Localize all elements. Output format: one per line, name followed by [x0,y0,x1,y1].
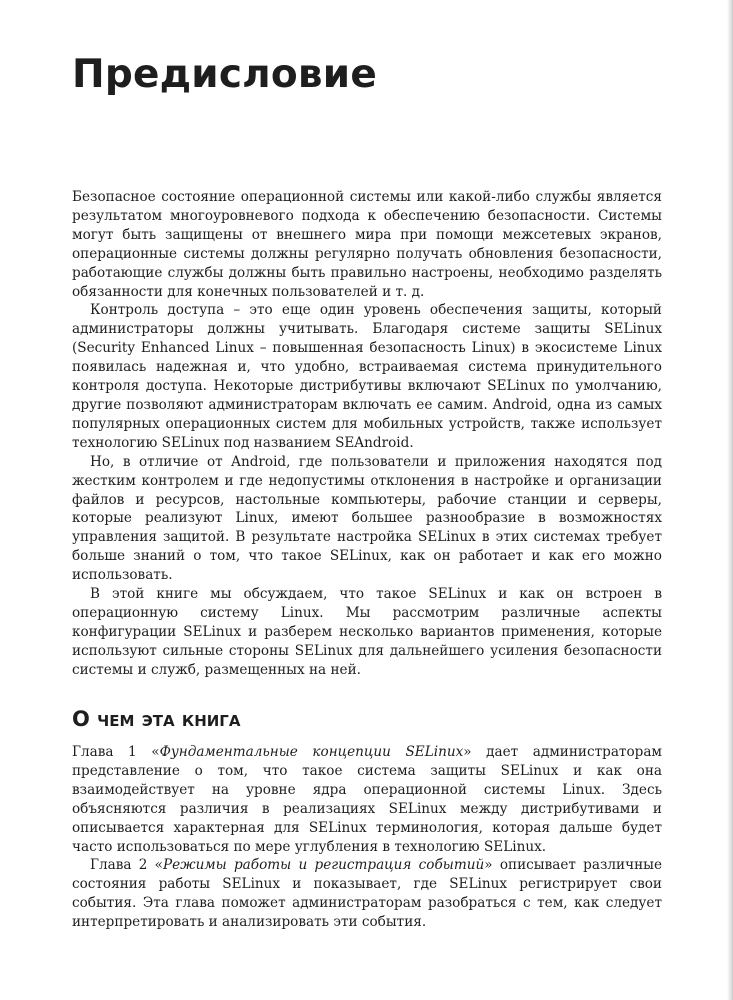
page-title: Предисловие [72,52,377,97]
chapter-2-paragraph [72,856,662,932]
chapter-1-description: » дает администраторам представление о том, что такое система защиты SELinux и как она взаимодействует на уровне ядра операционной системы Linux. Здесь объясняются различия в реализациях SELinux между дистрибутивами и описывается характерная для SELinux терминология, которая дальше будет часто использоваться по мере углубления в технологию SELinux. [72,744,663,855]
intro-paragraph-1: Безопасное состояние операционной системы или какой-либо службы является результатом многоуровневого подхода к обеспечению безопасности. Системы могут быть защищены от внешнего мира при помощи межсетевых экранов, операционные системы должны регулярно получать обновления безопасности, работающие службы должны быть правильно настроены, необходимо разделять обязанности для конечных пользователей и т. д. [72,189,662,300]
chapter-1-paragraph [72,743,662,856]
section-title: О чем эта книга [72,707,241,731]
page-edge-shadow [727,0,732,1000]
chapter-1-title: Фундаментальные концепции SELinux [159,744,464,760]
chapter-2-description: » описывает различные состояния работы SELinux и показывает, где SELinux регистрирует свои события. Эта глава поможет администраторам разобраться с тем, как следует интерпретировать и анализировать эти события. [72,857,662,931]
intro-paragraph-4: В этой книге мы обсуждаем, что такое SELinux и как он встроен в операционную систему Linux. Мы рассмотрим различные аспекты конфигурации SELinux и разберем несколько вариантов применения, которые используют сильные стороны SELinux для дальнейшего усиления безопасности системы и служб, размещенных на ней. [72,586,662,678]
chapter-2-lead: Глава 2 « [90,857,163,874]
chapter-1-lead: Глава 1 « [72,744,160,760]
intro-text [72,188,662,680]
intro-paragraph-3: Но, в отличие от Android, где пользователи и приложения находятся под жестким контролем и где недопустимы отклонения в настройке и организации файлов и ресурсов, настольные компьютеры, рабочие станции и серверы, которые реализуют Linux, имеют большее разнообразие в возможностях управления защитой. В результате настройка SELinux в этих системах требует больше знаний о том, что такое SELinux, как он работает и как его можно использовать. [72,453,662,584]
chapter-2-title: Режимы работы и регистрация событий [162,857,485,874]
intro-paragraph-2: Контроль доступа – это еще один уровень обеспечения защиты, который администраторы должны учитывать. Благодаря системе защиты SELinux (Security Enhanced Linux – повышенная безопасность Linux) в экосистеме Linux появилась надежная и, что удобно, встраиваемая система принудительного контроля доступа. Некоторые дистрибутивы включают SELinux по умолчанию, другие позволяют администраторам включать ее самим. Android, одна из самых популярных операционных систем для мобильных устройств, также использует технологию SELinux под названием SEAndroid. [72,302,662,451]
chapters-text [72,743,662,932]
